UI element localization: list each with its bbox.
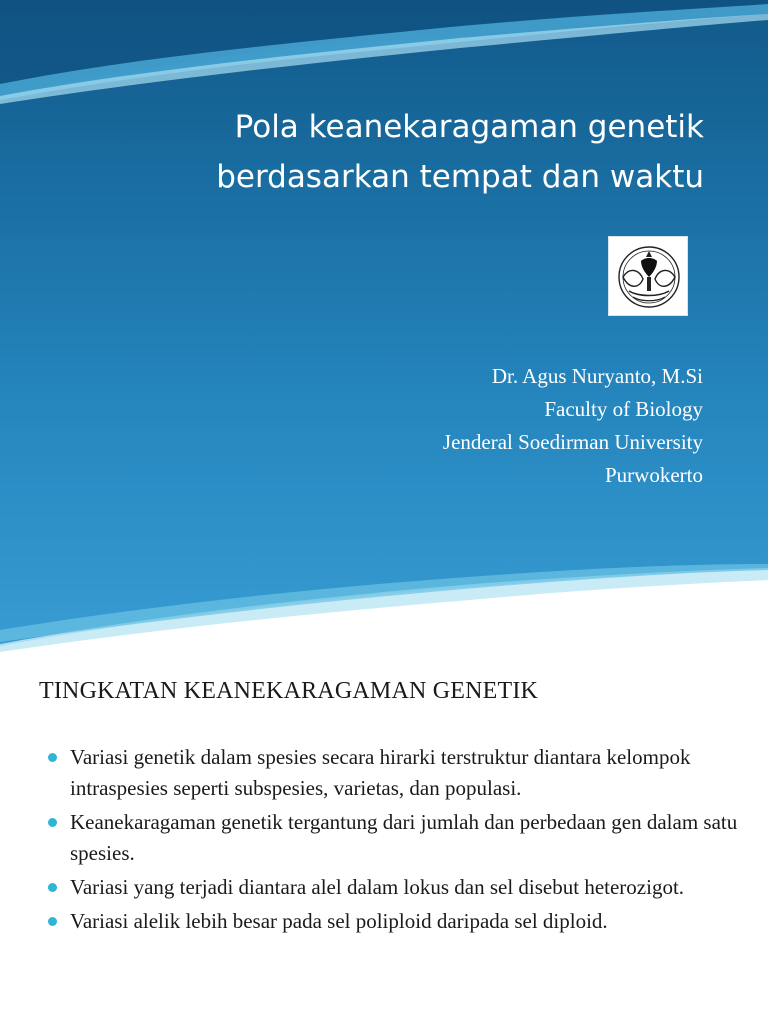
title-line-2: berdasarkan tempat dan waktu — [216, 159, 704, 195]
content-heading: TINGKATAN KEANEKARAGAMAN GENETIK — [39, 678, 539, 704]
list-item — [48, 742, 738, 804]
university-logo — [608, 236, 688, 316]
bullet-icon — [48, 818, 57, 827]
author-city: Purwokerto — [605, 463, 703, 487]
author-name: Dr. Agus Nuryanto, M.Si — [491, 364, 703, 388]
bullet-icon — [48, 753, 57, 762]
bullet-icon — [48, 883, 57, 892]
author-university: Jenderal Soedirman University — [442, 430, 703, 454]
bullet-list — [48, 742, 738, 940]
list-item — [48, 807, 738, 869]
list-item — [48, 906, 738, 937]
bullet-text: Variasi yang terjadi diantara alel dalam lokus dan sel disebut heterozigot. — [70, 875, 685, 899]
bullet-text: Variasi alelik lebih besar pada sel poliploid daripada sel diploid. — [70, 909, 608, 933]
title-line-1: Pola keanekaragaman genetik — [234, 109, 704, 145]
bullet-icon — [48, 917, 57, 926]
university-seal-icon — [609, 237, 689, 317]
content-slide — [0, 662, 768, 1024]
top-wave-decoration — [0, 0, 768, 110]
list-item — [48, 872, 738, 903]
author-info — [223, 360, 703, 492]
author-faculty: Faculty of Biology — [544, 397, 703, 421]
bullet-text: Variasi genetik dalam spesies secara hirarki terstruktur diantara kelompok intraspesies seperti subspesies, varietas, dan populasi. — [70, 745, 691, 800]
bullet-text: Keanekaragaman genetik tergantung dari jumlah dan perbedaan gen dalam satu spesies. — [70, 810, 738, 865]
slide-title — [64, 102, 704, 202]
bottom-wave-decoration — [0, 560, 768, 662]
